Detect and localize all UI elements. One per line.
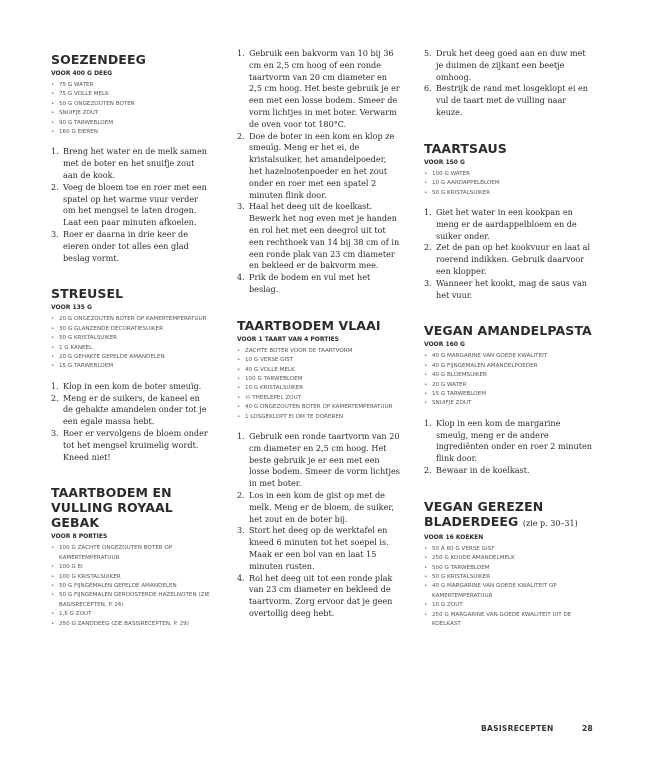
step-text: Stort het deeg op de werktafel en kneed 6 minuten tot het soepel is. Maak er een bol van en laat 15 minuten rusten. [249, 525, 389, 571]
step-number: 4. [237, 272, 245, 283]
step-item [51, 229, 211, 264]
ingredient-item: • 30 G GLANZENDE DECORATIESUIKER [51, 325, 211, 334]
recipe-yield: VOOR 400 G DEEG [51, 70, 113, 77]
ingredient-item: • 50 G KRISTALSUIKER [424, 189, 594, 198]
column-right [424, 48, 594, 651]
ingredient-item: • 15 G TARWEBLOEM [424, 390, 594, 399]
ingredient-list [424, 352, 594, 408]
ingredient-item: • 160 G EIEREN [51, 128, 211, 137]
ingredient-item: • 10 G VERSE GIST [237, 356, 402, 365]
step-item [237, 525, 402, 572]
recipe-yield: VOOR 16 KOEKEN [424, 533, 484, 541]
recipe-title-text: TAARTSAUS [424, 140, 507, 156]
ingredient-item: • 100 G KRISTALSUIKER [51, 573, 211, 582]
recipe-yield: VOOR 8 PORTIES [51, 533, 108, 541]
ingredient-item: • 100 G EI [51, 563, 211, 572]
recipe-title-text: TAARTBODEM VLAAI [237, 317, 381, 333]
recipe-title [237, 318, 402, 333]
step-text: Klop in een kom de margarine smeuïg, meng er de andere ingrediënten onder en roer 2 minuten flink door. [436, 417, 592, 464]
ingredient-list [51, 315, 211, 371]
step-number: 2. [51, 181, 59, 192]
step-text: Rol het deeg uit tot een ronde plak van 23 cm diameter en bekleed de taartvorm. Zorg ervoor dat je geen overtollig deeg hebt. [249, 572, 393, 618]
recipe-yield: VOOR 160 G [424, 341, 465, 349]
recipe-section [424, 48, 594, 119]
step-list [237, 48, 402, 296]
recipe-title-text: TAARTBODEM EN VULLING ROYAAL GEBAK [51, 485, 173, 531]
step-item [237, 201, 402, 272]
ingredient-list [237, 347, 402, 422]
step-text: Gebruik een ronde taartvorm van 20 cm diameter en 2,5 cm hoog. Het beste gebruik je er een met een losse bodem. Smeer de vorm lichtjes in met boter. [249, 430, 400, 489]
step-number: 3. [237, 525, 245, 536]
step-item [51, 393, 211, 428]
step-number: 3. [51, 428, 59, 439]
step-list [237, 431, 402, 620]
recipe-section [237, 48, 402, 296]
step-item [51, 182, 211, 229]
step-text: Druk het deeg goed aan en duw met je duimen de zijkant een beetje omhoog. [436, 48, 586, 82]
recipe-yield: VOOR 150 G [424, 158, 465, 166]
recipe-title-text: STREUSEL [51, 286, 124, 302]
step-number: 2. [424, 465, 432, 475]
step-item [237, 272, 402, 296]
recipe-section [424, 141, 594, 302]
ingredient-item: • 40 G MARGARINE VAN GOEDE KWALITEIT [424, 352, 594, 361]
step-item [424, 83, 594, 118]
step-item [424, 242, 594, 277]
step-list [424, 207, 594, 301]
ingredient-list [51, 81, 211, 137]
step-text: Bestrijk de rand met losgeklopt ei en vul de taart met de vulling naar keuze. [436, 83, 588, 117]
recipe-section [51, 286, 211, 463]
ingredient-item: • ZACHTE BOTER VOOR DE TAARTVORM [237, 347, 402, 356]
ingredient-item: • 40 G ONGEZOUTEN BOTER OP KAMERTEMPERATUUR [237, 403, 402, 412]
ingredient-item: • 40 G BLOEMSUIKER [424, 371, 594, 380]
ingredient-item: • 250 G MARGARINE VAN GOEDE KWALITEIT UIT DE KOELKAST [424, 611, 594, 630]
ingredient-item: • SNUIFJE ZOUT [51, 109, 211, 118]
recipe-title-text: SOEZENDEEG [51, 52, 146, 67]
ingredient-item: • 50 G KRISTALSUIKER [51, 334, 211, 343]
step-number: 3. [51, 229, 59, 240]
ingredient-item: • 75 G VOLLE MELK [51, 90, 211, 99]
step-number: 6. [424, 83, 432, 94]
ingredient-item: • 20 G ONGEZOUTEN BOTER OP KAMERTEMPERATUUR [51, 315, 211, 324]
ingredient-item: • 50 G FIJNGEMALEN GEROOSTERDE HAZELNOTEN (ZIE BASISRECEPTEN, P. 26) [51, 591, 211, 610]
step-number: 3. [237, 201, 245, 212]
ingredient-item: • 10 G KRISTALSUIKER [237, 384, 402, 393]
ingredient-item: • 90 G TARWEBLOEM [51, 119, 211, 128]
ingredient-item: • SNUIFJE ZOUT [424, 399, 594, 408]
ingredient-item: • 250 G ZANDDEEG (ZIE BASISRECEPTEN, P. 29) [51, 620, 211, 629]
step-number: 2. [237, 130, 245, 141]
ingredient-item: • 50 G FIJNGEMALEN GEPELDE AMANDELEN [51, 582, 211, 591]
ingredient-item: • 50 À 60 G VERSE GIST [424, 545, 594, 554]
ingredient-item: • 100 G TARWEBLOEM [237, 375, 402, 384]
step-number: 1. [424, 417, 432, 428]
step-text: Wanneer het kookt, mag de saus van het vuur. [436, 277, 587, 300]
step-text: Zet de pan op het kookvuur en laat al roerend indikken. Gebruik daarvoor een klopper. [436, 242, 591, 276]
page-number: 28 [581, 724, 593, 733]
ingredient-item: • 20 G GEHAKTE GEPELDE AMANDELEN [51, 353, 211, 362]
recipe-title [424, 499, 594, 531]
step-item [424, 278, 594, 302]
step-item [51, 381, 211, 393]
step-number: 4. [237, 572, 245, 583]
ingredient-item: • 20 G WATER [424, 381, 594, 390]
step-text: Doe de boter in een kom en klop ze smeuïg. Meng er het ei, de kristalsuiker, het amandelpoeder, het hazelnotenpoeder en het zout onder en roer met een spatel 2 minuten flink door. [249, 130, 395, 200]
recipe-page-reference: (zie p. 30–31) [522, 518, 578, 528]
ingredient-item: • 1,5 G ZOUT [51, 610, 211, 619]
step-item [424, 48, 594, 83]
step-text: Voeg de bloem toe en roer met een spatel op het warme vuur verder om het mengsel te laten drogen. Laat een paar minuten afkoelen. [63, 181, 207, 228]
step-text: Haal het deeg uit de koelkast. Bewerk het nog even met je handen en rol het met een deegrol uit tot een rechthoek van 14 bij 38 cm of in een ronde plak van 23 cm diameter en bekleed er de bakvorm mee. [249, 201, 400, 271]
step-item [237, 573, 402, 620]
step-text: Prik de bodem en vul met het beslag. [249, 272, 371, 294]
step-item [51, 146, 211, 181]
ingredient-list [51, 544, 211, 629]
ingredient-item: • 100 G WATER [424, 170, 594, 179]
recipe-section [424, 323, 594, 476]
step-text: Roer er vervolgens de bloem onder tot het mengsel kruimelig wordt. Kneed niet! [63, 428, 208, 462]
step-number: 1. [51, 380, 59, 391]
step-item [237, 48, 402, 131]
step-text: Breng het water en de melk samen met de boter en het snuifje zout aan de kook. [63, 146, 207, 181]
step-item [51, 428, 211, 463]
ingredient-item: • 10 G AARDAPPELBLOEM [424, 179, 594, 188]
recipe-title [424, 323, 594, 338]
step-item [424, 465, 594, 477]
ingredient-item: • 10 G ZOUT [424, 601, 594, 610]
recipe-title [51, 286, 211, 301]
step-text: Roer er daarna in drie keer de eieren onder tot alles een glad beslag vormt. [63, 229, 189, 263]
column-left [51, 48, 211, 651]
step-list [424, 418, 594, 477]
step-list [51, 381, 211, 464]
step-item [237, 431, 402, 490]
step-number: 2. [424, 242, 432, 253]
recipe-title [51, 52, 211, 67]
recipe-title [51, 485, 211, 530]
step-number: 1. [237, 430, 245, 441]
step-item [424, 418, 594, 465]
ingredient-item: • 15 G TARWEBLOEM [51, 362, 211, 371]
step-item [237, 490, 402, 525]
ingredient-list [424, 545, 594, 630]
step-number: 2. [51, 392, 59, 403]
ingredient-item: • 1 G KANEEL [51, 344, 211, 353]
step-text: Los in een kom de gist op met de melk. Meng er de bloem, de suiker, het zout en de boter bij. [249, 489, 394, 524]
ingredient-item: • 250 G KOUDE AMANDELMELK [424, 554, 594, 563]
step-list [51, 146, 211, 264]
ingredient-item: • 50 G KRISTALSUIKER [424, 573, 594, 582]
ingredient-item: • 500 G TARWEBLOEM [424, 564, 594, 573]
column-middle [237, 48, 402, 642]
recipe-yield: VOOR 135 G [51, 304, 92, 312]
step-text: Klop in een kom de boter smeuïg. [63, 380, 202, 391]
ingredient-item: • 40 G FIJNGEMALEN AMANDELPOEDER [424, 362, 594, 371]
ingredient-item: • 1 LOSGEKLOPT EI OM TE DOREREN [237, 413, 402, 422]
step-number: 1. [51, 146, 59, 157]
step-number: 3. [424, 277, 432, 288]
step-item [424, 207, 594, 242]
recipe-yield: VOOR 1 TAART VAN 4 PORTIES [237, 335, 340, 343]
ingredient-item: • 40 G VOLLE MELK [237, 366, 402, 375]
footer-section-label: BASISRECEPTEN [481, 724, 554, 733]
recipe-title-text: VEGAN GEREZEN BLADERDEEG [424, 498, 544, 529]
step-text: Gebruik een bakvorm van 10 bij 36 cm en 2,5 cm hoog of een ronde taartvorm van 20 cm diameter en 2,5 cm hoog. Het beste gebruik je er een met een losse bodem. Smeer de vorm lichtjes in met boter. Verwarm de oven voor tot 180°C. [249, 48, 400, 129]
ingredient-list [424, 170, 594, 198]
step-number: 5. [424, 48, 432, 58]
step-item [237, 131, 402, 202]
recipe-section [424, 499, 594, 630]
step-text: Bewaar in de koelkast. [436, 465, 530, 475]
step-number: 1. [237, 48, 245, 58]
recipe-title-text: VEGAN AMANDELPASTA [424, 323, 592, 339]
ingredient-item: • ½ THEELEPEL ZOUT [237, 394, 402, 403]
step-number: 2. [237, 489, 245, 500]
ingredient-item: • 100 G ZACHTE ONGEZOUTEN BOTER OP KAMERTEMPERATUUR [51, 544, 211, 563]
ingredient-item: • 40 G MARGARINE VAN GOEDE KWALITEIT OP KAMERTEMPERATUUR [424, 582, 594, 601]
recipe-section [237, 318, 402, 620]
ingredient-item: • 75 G WATER [51, 81, 211, 90]
recipe-section [51, 52, 211, 264]
ingredient-item: • 50 G ONGEZOUTEN BOTER [51, 100, 211, 109]
recipe-title [424, 141, 594, 156]
step-number: 1. [424, 207, 432, 217]
step-text: Meng er de suikers, de kaneel en de gehakte amandelen onder tot je een egale massa hebt. [63, 392, 207, 427]
recipe-section [51, 485, 211, 629]
step-list [424, 48, 594, 119]
step-text: Giet het water in een kookpan en meng er de aardappelbloem en de suiker onder. [436, 207, 577, 241]
